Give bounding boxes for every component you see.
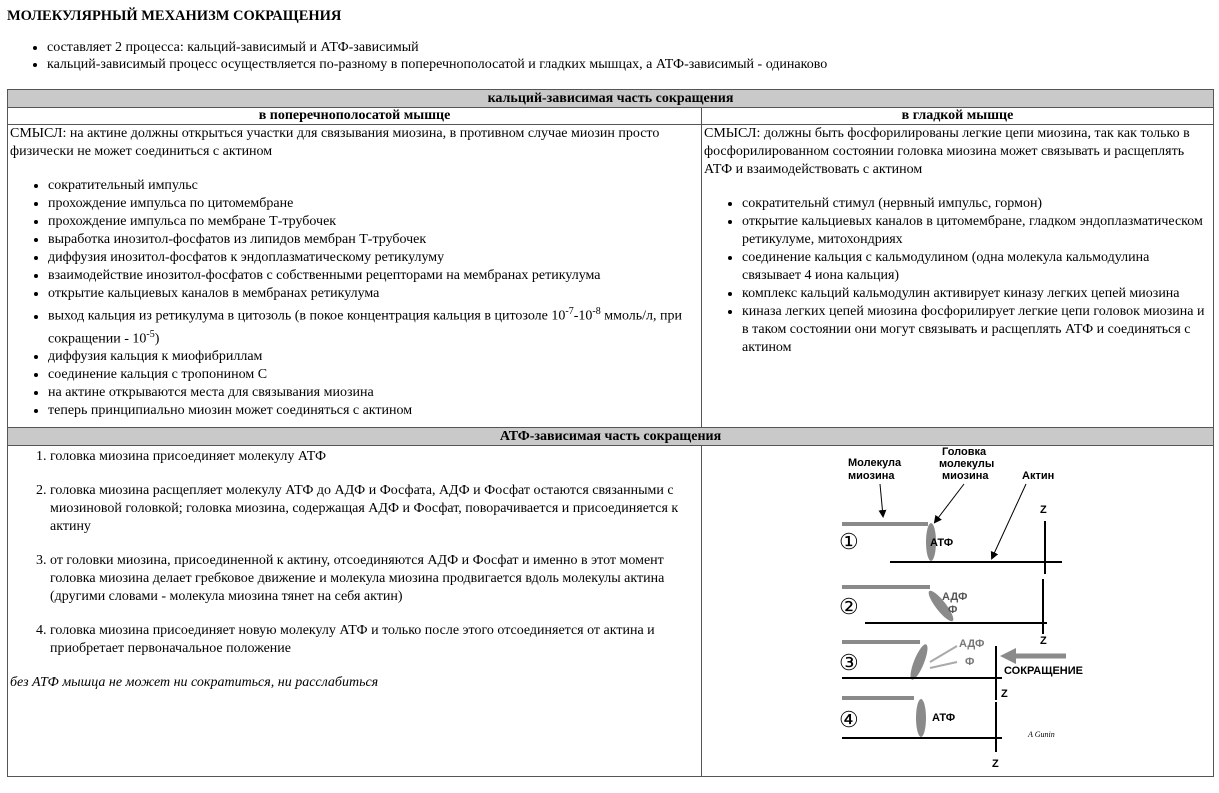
list-item: • выработка инозитол-фосфатов из липидов мембран Т-трубочек — [48, 231, 699, 249]
svg-text:Ф: Ф — [965, 656, 975, 668]
svg-text:АДФ: АДФ — [942, 591, 968, 603]
cross-bridge-diagram — [702, 446, 1214, 758]
striated-header: в поперечнополосатой мышце — [8, 108, 702, 125]
step-number-4: ④ — [839, 707, 859, 732]
step-number-3: ③ — [839, 650, 859, 675]
page-title: МОЛЕКУЛЯРНЫЙ МЕХАНИЗМ СОКРАЩЕНИЯ — [7, 8, 342, 24]
list-item: • взаимодействие инозитол-фосфатов с собственными рецепторами на мембранах ретикулума — [48, 267, 699, 285]
svg-text:АТФ: АТФ — [932, 712, 956, 724]
list-item: • прохождение импульса по цитомембране — [48, 195, 699, 213]
list-item: • диффузия инозитол-фосфатов к эндоплазматическому ретикулуму — [48, 249, 699, 267]
svg-text:миозина: миозина — [942, 470, 989, 482]
list-item: 1. головка миозина присоединяет молекулу АТФ — [50, 448, 699, 466]
smooth-meaning: СМЫСЛ: должны быть фосфорилированы легкие цепи миозина, так как только в фосфорилированном состоянии головка миозина может связывать и расщеплять АТФ и взаимодействовать с актином — [704, 126, 1190, 177]
atp-steps — [10, 448, 699, 658]
smooth-header: в гладкой мышце — [702, 108, 1214, 125]
list-item: • прохождение импульса по мембране Т-трубочек — [48, 213, 699, 231]
striated-meaning: СМЫСЛ: на актине должны открыться участки для связывания миозина, в противном случае миозин просто физически не может соединиться с актином — [10, 126, 660, 159]
contraction-label: СОКРАЩЕНИЕ — [1004, 665, 1083, 677]
cross-bridge-cycle-figure — [702, 446, 1214, 776]
svg-text:АДФ: АДФ — [959, 638, 985, 650]
atp-figure-cell — [702, 446, 1214, 777]
intro-list — [7, 39, 1212, 73]
svg-text:молекулы: молекулы — [939, 458, 995, 470]
list-item: 2. головка миозина расщепляет молекулу АТФ до АДФ и Фосфата, АДФ и Фосфат остаются связанными с миозиновой головкой; головка миозина, содержащая АДФ и Фосфат, поворачивается и присоединяется к актину — [50, 482, 699, 536]
atp-steps-cell — [8, 446, 702, 777]
smooth-steps — [704, 195, 1211, 357]
list-item: • на актине открываются места для связывания миозина — [48, 384, 699, 402]
intro-item: • кальций-зависимый процесс осуществляется по-разному в поперечнополосатой и гладких мышцах, а АТФ-зависимый - одинаково — [47, 56, 1212, 73]
svg-text:АТФ: АТФ — [930, 537, 954, 549]
list-item: • комплекс кальций кальмодулин активирует киназу легких цепей миозина — [742, 285, 1211, 303]
label-myosin: Молекула — [848, 457, 902, 469]
svg-text:Ф: Ф — [948, 604, 958, 616]
list-item: 3. от головки миозина, присоединенной к актину, отсоединяются АДФ и Фосфат и именно в этот момент головка миозина делает гребковое движение и молекула миозина продвигается вдоль молекулы актина (другими словами - молекула миозина тянет на себя актин) — [50, 552, 699, 606]
list-item: • диффузия кальция к миофибриллам — [48, 348, 699, 366]
z-label-bottom: Z — [992, 758, 999, 770]
step-number-1: ① — [839, 529, 859, 554]
list-item: • теперь принципиально миозин может соединяться с актином — [48, 402, 699, 420]
mechanism-table — [7, 89, 1214, 777]
label-actin: Актин — [1022, 470, 1055, 482]
list-item-calcium-release: • выход кальция из ретикулума в цитозоль (в покое концентрация кальция в цитозоле $10^{-7}-10^{-8}$ ммоль/л, при сокращении - $10^{-5}$) — [48, 303, 699, 348]
list-item: • соединение кальция с тропонином С — [48, 366, 699, 384]
label-myosin-head: Головка — [942, 446, 987, 458]
atp-section-header: АТФ-зависимая часть сокращения — [8, 428, 1214, 446]
svg-text:Z: Z — [1040, 504, 1047, 516]
list-item: • сократительный импульс — [48, 177, 699, 195]
svg-text:Z: Z — [1040, 635, 1047, 647]
striated-cell — [8, 125, 702, 428]
smooth-cell — [702, 125, 1214, 428]
list-item: • открытие кальциевых каналов в цитомембране, гладком эндоплазматическом ретикулуме, митохондриях — [742, 213, 1211, 249]
list-item: • соединение кальция с кальмодулином (одна молекула кальмодулина связывает 4 иона кальция) — [742, 249, 1211, 285]
svg-text:Z: Z — [1001, 688, 1008, 700]
striated-steps — [10, 177, 699, 420]
list-item: • киназа легких цепей миозина фосфорилирует легкие цепи головок миозина и в таком состоянии они могут связывать и расщеплять АТФ и соединяться с актином — [742, 303, 1211, 357]
signature: A Gunin — [1028, 730, 1055, 739]
svg-text:миозина: миозина — [848, 470, 895, 482]
calcium-section-header: кальций-зависимая часть сокращения — [8, 90, 1214, 108]
step-number-2: ② — [839, 594, 859, 619]
intro-item: • составляет 2 процесса: кальций-зависимый и АТФ-зависимый — [47, 39, 1212, 56]
list-item: • сократительнй стимул (нервный импульс, гормон) — [742, 195, 1211, 213]
atp-note: без АТФ мышца не может ни сократиться, ни расслабиться — [10, 675, 379, 690]
list-item: 4. головка миозина присоединяет новую молекулу АТФ и только после этого отсоединяется от актина и приобретает первоначальное положение — [50, 622, 699, 658]
list-item: • открытие кальциевых каналов в мембранах ретикулума — [48, 285, 699, 303]
